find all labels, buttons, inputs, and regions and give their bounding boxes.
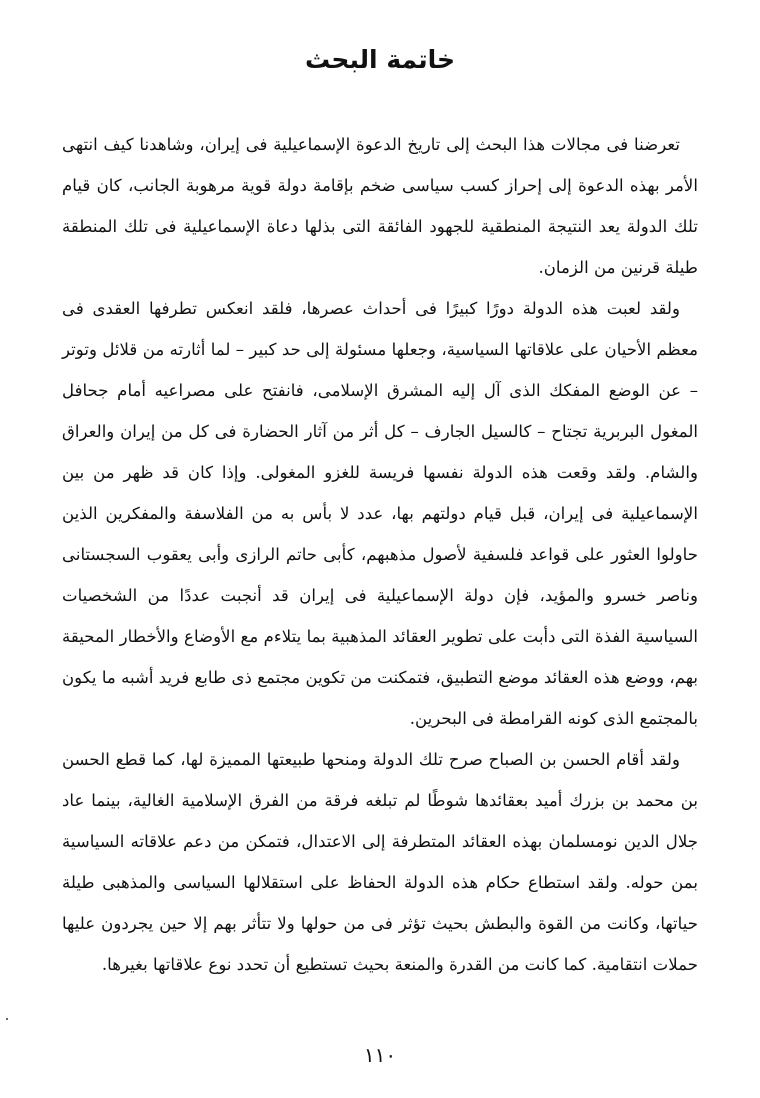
paragraph-2: ولقد لعبت هذه الدولة دورًا كبيرًا فى أحداث عصرها، فلقد انعكس تطرفها العقدى فى معظم الأحيان على علاقاتها السياسية، وجعلها مسئولة إلى حد كبير – لما أثارته من قلائل وتوتر – عن الوضع المفكك الذى آل إليه المشرق الإسلامى، فانفتح على مصراعيه أمام جحافل المغول البربرية تجتاح – كالسيل الجارف – كل أثر من آثار الحضارة فى كل من إيران والعراق والشام. ولقد وقعت هذه الدولة نفسها فريسة للغزو المغولى. وإذا كان قد ظهر من بين الإسماعيلية فى إيران، قبل قيام دولتهم بها، عدد لا بأس به من الفلاسفة والمفكرين الذين حاولوا العثور على قواعد فلسفية لأصول مذهبهم، كأبى حاتم الرازى وأبى يعقوب السجستانى وناصر خسرو والمؤيد، فإن دولة الإسماعيلية فى إيران قد أنجبت عددًا من الشخصيات السياسية الفذة التى دأبت على تطوير العقائد المذهبية بما يتلاءم مع الأوضاع والأخطار المحيقة بهم، ووضع هذه العقائد موضع التطبيق، فتمكنت من تكوين مجتمع ذى طابع فريد أشبه ما يكون بالمجتمع الذى كونه القرامطة فى البحرين. xyxy=(62,299,698,728)
scan-dot xyxy=(6,1018,8,1020)
paragraph-3: ولقد أقام الحسن بن الصباح صرح تلك الدولة ومنحها طبيعتها المميزة لها، كما قطع الحسن بن محمد بن بزرك أميد بعقائدها شوطًا لم تبلغه فرقة من الفرق الإسلامية الغالية، بينما عاد جلال الدين نومسلمان بهذه العقائد المتطرفة إلى الاعتدال، فتمكن من دعم علاقاته السياسية بمن حوله. ولقد استطاع حكام هذه الدولة الحفاظ على استقلالها السياسى والمذهبى طيلة حياتها، وكانت من القوة والبطش بحيث تؤثر فى من حولها ولا تتأثر بهم إلا حين يجردون عليها حملات انتقامية. كما كانت من القدرة والمنعة بحيث تستطيع أن تحدد نوع علاقاتها بغيرها. xyxy=(62,750,698,974)
body-text xyxy=(62,124,698,985)
page-title: خاتمة البحث xyxy=(304,45,456,74)
paragraph-1: تعرضنا فى مجالات هذا البحث إلى تاريخ الدعوة الإسماعيلية فى إيران، وشاهدنا كيف انتهى الأمر بهذه الدعوة إلى إحراز كسب سياسى ضخم بإقامة دولة قوية مرهوبة الجانب، كان قيام تلك الدولة يعد النتيجة المنطقية للجهود الفائقة التى بذلها دعاة الإسماعيلية فى تلك المنطقة طيلة قرنين من الزمان. xyxy=(62,135,698,277)
page-number: ١١٠ xyxy=(363,1043,397,1067)
